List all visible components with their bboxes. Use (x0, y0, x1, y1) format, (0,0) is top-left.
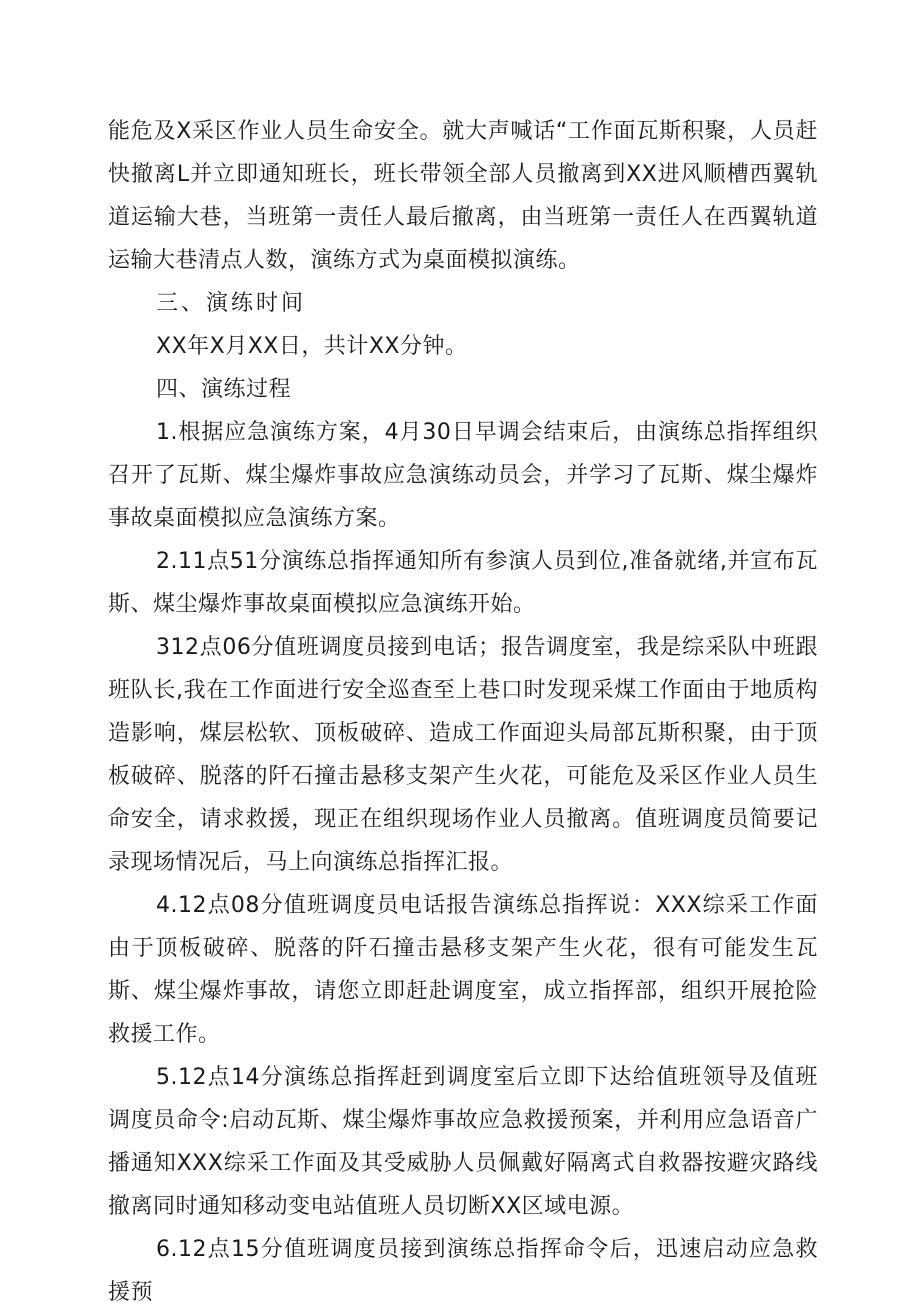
paragraph-continuation: 能危及X采区作业人员生命安全。就大声喊话“工作面瓦斯积聚，人员赶快撤离L并立即通知班长，班长带领全部人员撤离到XX进风顺槽西翼轨道运输大巷，当班第一责任人最后撤离，由当班第一责任人在西翼轨道运输大巷清点人数，演练方式为桌面模拟演练。 (108, 119, 818, 273)
paragraph-step-6: 6.12点15分值班调度员接到演练总指挥命令后，迅速启动应急救援预 (108, 1237, 818, 1305)
section-heading-drill-time: 三、演练时间 (156, 291, 307, 316)
paragraph-step-1: 1.根据应急演练方案，4月30日早调会结束后，由演练总指挥组织召开了瓦斯、煤尘爆炸事故应急演练动员会，并学习了瓦斯、煤尘爆炸事故桌面模拟应急演练方案。 (108, 420, 818, 531)
section-heading-drill-process: 四、演练过程 (156, 377, 292, 402)
paragraph-step-4: 4.12点08分值班调度员电话报告演练总指挥说：XXX综采工作面由于顶板破碎、脱落的阡石撞击悬移支架产生火花，很有可能发生瓦斯、煤尘爆炸事故，请您立即赶赴调度室，成立指挥部，组织开展抢险救援工作。 (108, 893, 818, 1047)
paragraph-step-3: 312点06分值班调度员接到电话；报告调度室，我是综采队中班跟班队长,我在工作面进行安全巡查至上巷口时发现采煤工作面由于地质构造影响，煤层松软、顶板破碎、造成工作面迎头局部瓦斯积聚，由于顶板破碎、脱落的阡石撞击悬移支架产生火花，可能危及采区作业人员生命安全，请求救援，现正在组织现场作业人员撤离。值班调度员简要记录现场情况后，马上向演练总指挥汇报。 (108, 635, 818, 875)
document-body (108, 110, 818, 1314)
paragraph-drill-time: XX年X月XX日，共计XX分钟。 (156, 334, 468, 359)
paragraph-step-5: 5.12点14分演练总指挥赶到调度室后立即下达给值班领导及值班调度员命令:启动瓦斯、煤尘爆炸事故应急救援预案，并利用应急语音广播通知XXX综采工作面及其受威胁人员佩戴好隔离式自救器按避灾路线撤离同时通知移动变电站值班人员切断XX区域电源。 (108, 1065, 818, 1219)
paragraph-step-2: 2.11点51分演练总指挥通知所有参演人员到位,准备就绪,并宣布瓦斯、煤尘爆炸事故桌面模拟应急演练开始。 (108, 549, 818, 617)
